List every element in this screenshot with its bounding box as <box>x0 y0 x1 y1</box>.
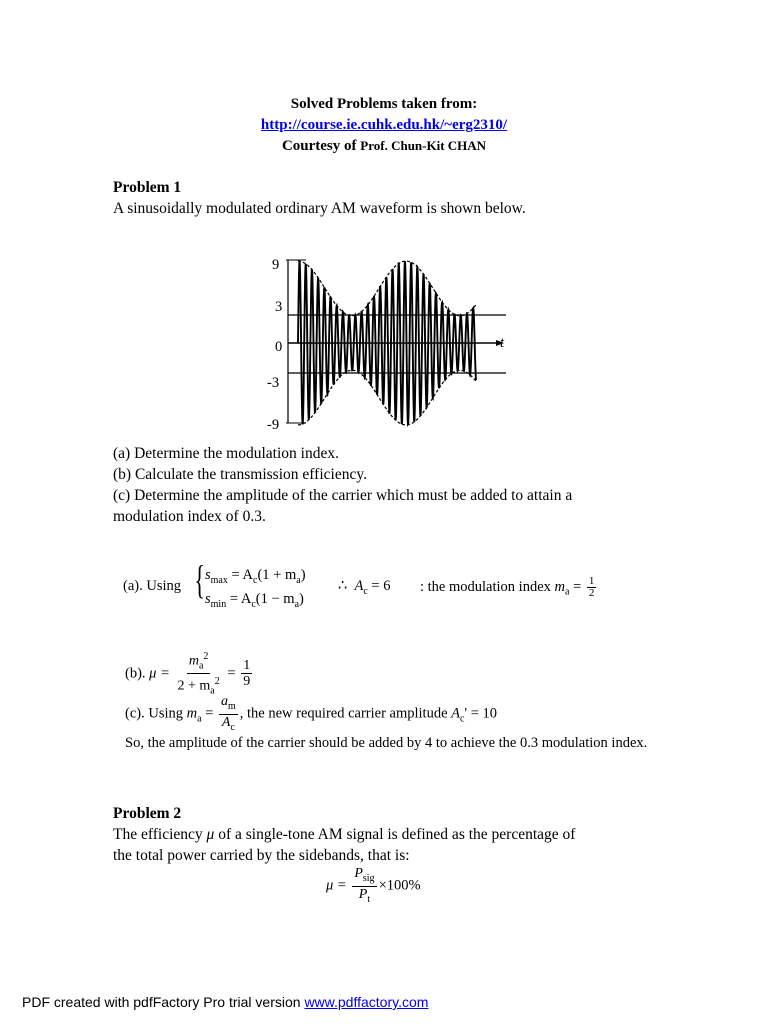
efficiency-formula: μ = $\frac{P_{sig}}{P_t}$ ×100% <box>326 866 421 905</box>
question-b: (b) Calculate the transmission efficiency. <box>113 466 367 483</box>
solution-a-result: ∴ $A_c = 6$ <box>338 578 391 597</box>
y-tick-neg9: -9 <box>267 417 280 433</box>
y-tick-3: 3 <box>275 299 283 315</box>
problem2-title: Problem 2 <box>113 805 182 822</box>
solution-a-eq2: $s_{min} = A_c(1 - m_a)$ <box>205 591 304 610</box>
problem2-line1: The efficiency μ of a single-tone AM signal is defined as the percentage of <box>113 826 576 843</box>
problem2-line2: the total power carried by the sidebands, that is: <box>113 847 410 864</box>
y-tick-0: 0 <box>275 339 283 355</box>
solution-a-label: (a). Using <box>123 578 181 594</box>
courtesy-line <box>0 138 768 155</box>
problem1-title: Problem 1 <box>113 179 182 196</box>
header-line1: Solved Problems taken from: <box>290 96 478 112</box>
source-url-row <box>0 117 768 134</box>
time-axis-arrow <box>496 340 504 346</box>
y-tick-9: 9 <box>272 257 280 273</box>
solution-c: (c). Using $m_a$ = $\frac{a_m}{A_c}$ , the new required carrier amplitude $A_c' = 10$ <box>125 694 498 733</box>
y-tick-neg3: -3 <box>267 375 280 391</box>
solution-a-eq1: $s_{max} = A_c(1 + m_a)$ <box>205 567 306 586</box>
pdf-footer <box>22 994 428 1010</box>
footer-link[interactable]: www.pdffactory.com <box>304 994 429 1010</box>
source-url-link[interactable]: http://course.ie.cuhk.edu.hk/~erg2310/ <box>260 117 508 133</box>
waveform-svg <box>258 245 520 440</box>
courtesy-name: Prof. Chun-Kit CHAN <box>360 138 487 153</box>
solution-conclusion: So, the amplitude of the carrier should be added by 4 to achieve the 0.3 modulation index. <box>125 735 648 751</box>
question-c: (c) Determine the amplitude of the carrier which must be added to attain a <box>113 487 573 504</box>
problem1-intro: A sinusoidally modulated ordinary AM waveform is shown below. <box>113 200 526 217</box>
am-waveform-figure <box>258 245 520 440</box>
question-a: (a) Determine the modulation index. <box>113 445 339 462</box>
footer-text: PDF created with pdfFactory Pro trial version <box>22 994 301 1010</box>
question-c-cont: modulation index of 0.3. <box>113 508 266 525</box>
lower-envelope <box>298 370 476 425</box>
solution-b: (b). μ = $\frac{m_a^2}{2 + m_a^2}$ = $\frac{1}{9}$ <box>125 651 251 697</box>
solution-a-brace: { <box>194 557 205 602</box>
solution-a-index: : the modulation index $m_a$ = $\frac{1}{2}$ <box>420 575 595 599</box>
courtesy-prefix: Courtesy of <box>281 138 357 154</box>
